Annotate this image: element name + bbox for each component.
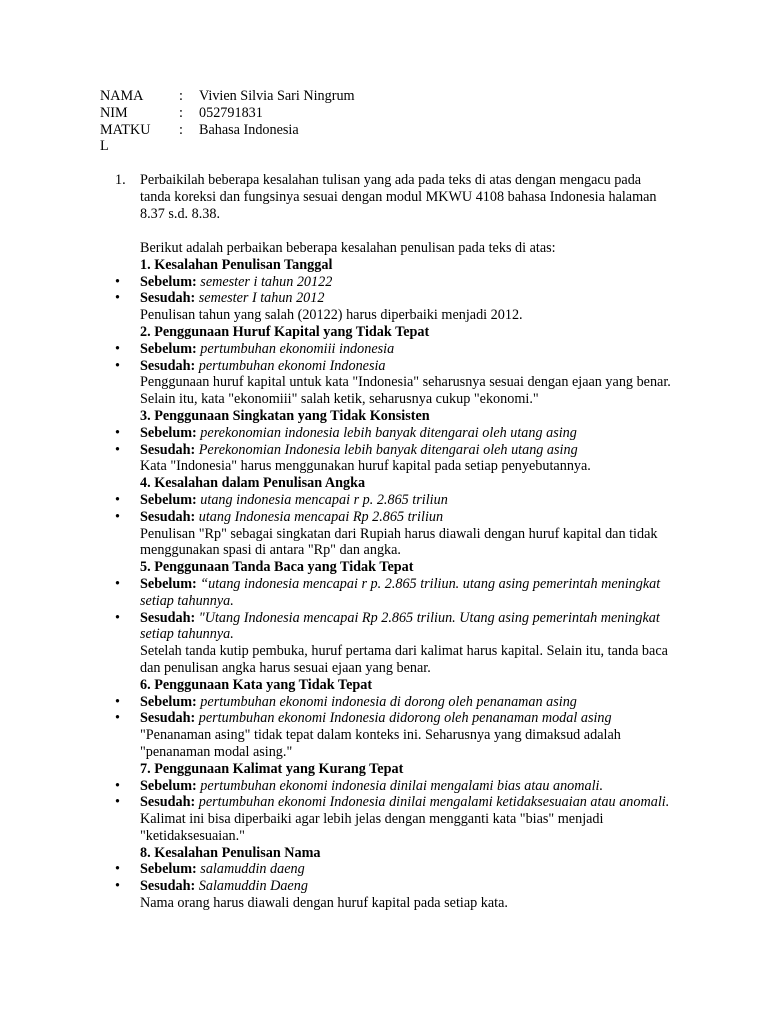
bullet-icon: •	[115, 710, 120, 727]
before-item-text: pertumbuhan ekonomi indonesia di dorong oleh penanaman asing	[200, 693, 577, 710]
section-title: 5. Penggunaan Tanda Baca yang Tidak Tepat	[140, 559, 414, 576]
section-title: 8. Kesalahan Penulisan Nama	[140, 844, 321, 861]
before-item-text: semester i tahun 20122	[200, 273, 333, 290]
answer-intro: Berikut adalah perbaikan beberapa kesalahan penulisan pada teks di atas:	[140, 240, 556, 256]
section-note: Penggunaan huruf kapital untuk kata "Indonesia" seharusnya sesuai dengan ejaan yang benar. Selain itu, kata "ekonomiii" salah ketik, seharusnya cukup "ekonomi."	[140, 374, 671, 408]
section-title: 6. Penggunaan Kata yang Tidak Tepat	[140, 676, 373, 693]
bullet-icon: •	[115, 777, 120, 794]
bullet-icon: •	[115, 424, 120, 441]
section-note: Kata "Indonesia" harus menggunakan huruf kapital pada setiap penyebutannya.	[140, 458, 591, 475]
after-item-text: pertumbuhan ekonomi Indonesia	[198, 357, 386, 374]
correction-section	[115, 760, 675, 845]
section-note: "Penanaman asing" tidak tepat dalam konteks ini. Seharusnya yang dimaksud adalah "penanaman modal asing."	[140, 727, 621, 760]
info-row-matkul	[100, 122, 400, 139]
info-colon: :	[179, 88, 183, 104]
bullet-icon: •	[115, 878, 120, 895]
section-title: 4. Kesalahan dalam Penulisan Angka	[140, 475, 366, 492]
after-item-label: Sesudah:	[140, 290, 196, 307]
bullet-icon: •	[115, 693, 120, 710]
before-item-text: perekonomian indonesia lebih banyak ditengarai oleh utang asing	[200, 424, 577, 441]
info-value: 052791831	[199, 104, 263, 121]
bullet-icon: •	[115, 861, 120, 878]
info-value: Bahasa Indonesia	[199, 121, 299, 138]
info-row-nama	[100, 88, 400, 105]
before-item	[115, 424, 675, 442]
before-item-label: Sebelum:	[140, 424, 197, 441]
after-item	[115, 441, 675, 459]
correction-section	[115, 407, 675, 475]
before-item-label: Sebelum:	[140, 340, 197, 357]
bullet-icon: •	[115, 357, 120, 374]
after-item	[115, 508, 675, 526]
bullet-icon: •	[115, 575, 120, 592]
before-item-text: pertumbuhan ekonomiii indonesia	[200, 340, 395, 357]
bullet-icon: •	[115, 491, 120, 508]
info-colon: :	[179, 104, 183, 121]
after-item-label: Sesudah:	[140, 878, 196, 895]
before-item-label: Sebelum:	[140, 491, 197, 508]
bullet-icon: •	[115, 508, 120, 525]
info-value: Vivien Silvia Sari Ningrum	[199, 88, 355, 104]
info-row-nim	[100, 105, 400, 122]
after-item	[115, 878, 675, 895]
correction-section	[115, 559, 675, 677]
correction-section	[115, 256, 675, 324]
info-label-wrap: L	[100, 138, 109, 155]
after-item-text: semester I tahun 2012	[198, 290, 325, 307]
bullet-icon: •	[115, 340, 120, 357]
before-item-text: salamuddin daeng	[200, 861, 305, 878]
before-item	[115, 575, 675, 610]
section-title: 2. Penggunaan Huruf Kapital yang Tidak Tepat	[140, 323, 430, 340]
after-item-text: utang Indonesia mencapai Rp 2.865 triliun	[198, 508, 444, 525]
section-note: Nama orang harus diawali dengan huruf kapital pada setiap kata.	[140, 895, 508, 912]
after-item-text: Salamuddin Daeng	[198, 878, 308, 895]
info-label: NIM	[100, 104, 128, 121]
info-label: NAMA	[100, 88, 144, 104]
section-title: 7. Penggunaan Kalimat yang Kurang Tepat	[140, 760, 404, 777]
before-item	[115, 777, 675, 795]
section-title: 1. Kesalahan Penulisan Tanggal	[140, 256, 333, 273]
before-item-label: Sebelum:	[140, 575, 197, 592]
section-note: Setelah tanda kutip pembuka, huruf pertama dari kalimat harus kapital. Selain itu, tanda baca dan penulisan angka harus sesuai ejaan yang benar.	[140, 643, 668, 676]
before-item	[115, 340, 675, 358]
after-item-text: "Utang Indonesia mencapai Rp 2.865 triliun. Utang asing pemerintah meningkat setiap tahunnya.	[140, 609, 660, 643]
after-item-text: pertumbuhan ekonomi Indonesia didorong oleh penanaman modal asing	[198, 710, 612, 727]
after-item-label: Sesudah:	[140, 609, 196, 626]
section-title: 3. Penggunaan Singkatan yang Tidak Konsisten	[140, 407, 430, 424]
after-item-label: Sesudah:	[140, 794, 196, 811]
student-info	[100, 88, 400, 155]
before-item-text: “utang indonesia mencapai r p. 2.865 triliun. utang asing pemerintah meningkat setiap tahunnya.	[140, 575, 661, 609]
after-item-text: Perekonomian Indonesia lebih banyak ditengarai oleh utang asing	[198, 441, 578, 458]
correction-sections	[115, 256, 675, 912]
info-label: MATKU	[100, 121, 151, 138]
after-item	[115, 357, 675, 375]
after-item-label: Sesudah:	[140, 710, 196, 727]
after-item-label: Sesudah:	[140, 357, 196, 374]
section-note: Penulisan "Rp" sebagai singkatan dari Rupiah harus diawali dengan huruf kapital dan tidak menggunakan spasi di antara "Rp" dan angka.	[140, 525, 658, 559]
question-text: Perbaikilah beberapa kesalahan tulisan yang ada pada teks di atas dengan mengacu pada tanda koreksi dan fungsinya sesuai dengan modul MKWU 4108 bahasa Indonesia halaman 8.37 s.d. 8.38.	[140, 172, 657, 222]
correction-section	[115, 323, 675, 408]
correction-section	[115, 676, 675, 761]
bullet-icon: •	[115, 441, 120, 458]
after-item-text: pertumbuhan ekonomi Indonesia dinilai mengalami ketidaksesuaian atau anomali.	[198, 794, 670, 811]
after-item-label: Sesudah:	[140, 441, 196, 458]
bullet-icon: •	[115, 290, 120, 307]
before-item	[115, 861, 675, 878]
info-colon: :	[179, 121, 183, 138]
after-item	[115, 710, 675, 727]
before-item-text: utang indonesia mencapai r p. 2.865 triliun	[200, 491, 448, 508]
before-item	[115, 491, 675, 509]
answer-body	[115, 240, 675, 912]
before-item-label: Sebelum:	[140, 273, 197, 290]
after-item	[115, 290, 675, 307]
bullet-icon: •	[115, 794, 120, 811]
before-item-text: pertumbuhan ekonomi indonesia dinilai mengalami bias atau anomali.	[200, 777, 604, 794]
before-item	[115, 693, 675, 711]
section-note: Penulisan tahun yang salah (20122) harus diperbaiki menjadi 2012.	[140, 307, 523, 324]
before-item-label: Sebelum:	[140, 777, 197, 794]
after-item	[115, 794, 675, 811]
section-note: Kalimat ini bisa diperbaiki agar lebih jelas dengan mengganti kata "bias" menjadi "ketidaksesuaian."	[140, 811, 604, 844]
question-number: 1.	[115, 172, 126, 188]
before-item	[115, 273, 675, 291]
before-item-label: Sebelum:	[140, 693, 197, 710]
correction-section	[115, 475, 675, 559]
after-item-label: Sesudah:	[140, 508, 196, 525]
bullet-icon: •	[115, 273, 120, 290]
after-item	[115, 609, 675, 644]
correction-section	[115, 844, 675, 912]
bullet-icon: •	[115, 609, 120, 626]
before-item-label: Sebelum:	[140, 861, 197, 878]
